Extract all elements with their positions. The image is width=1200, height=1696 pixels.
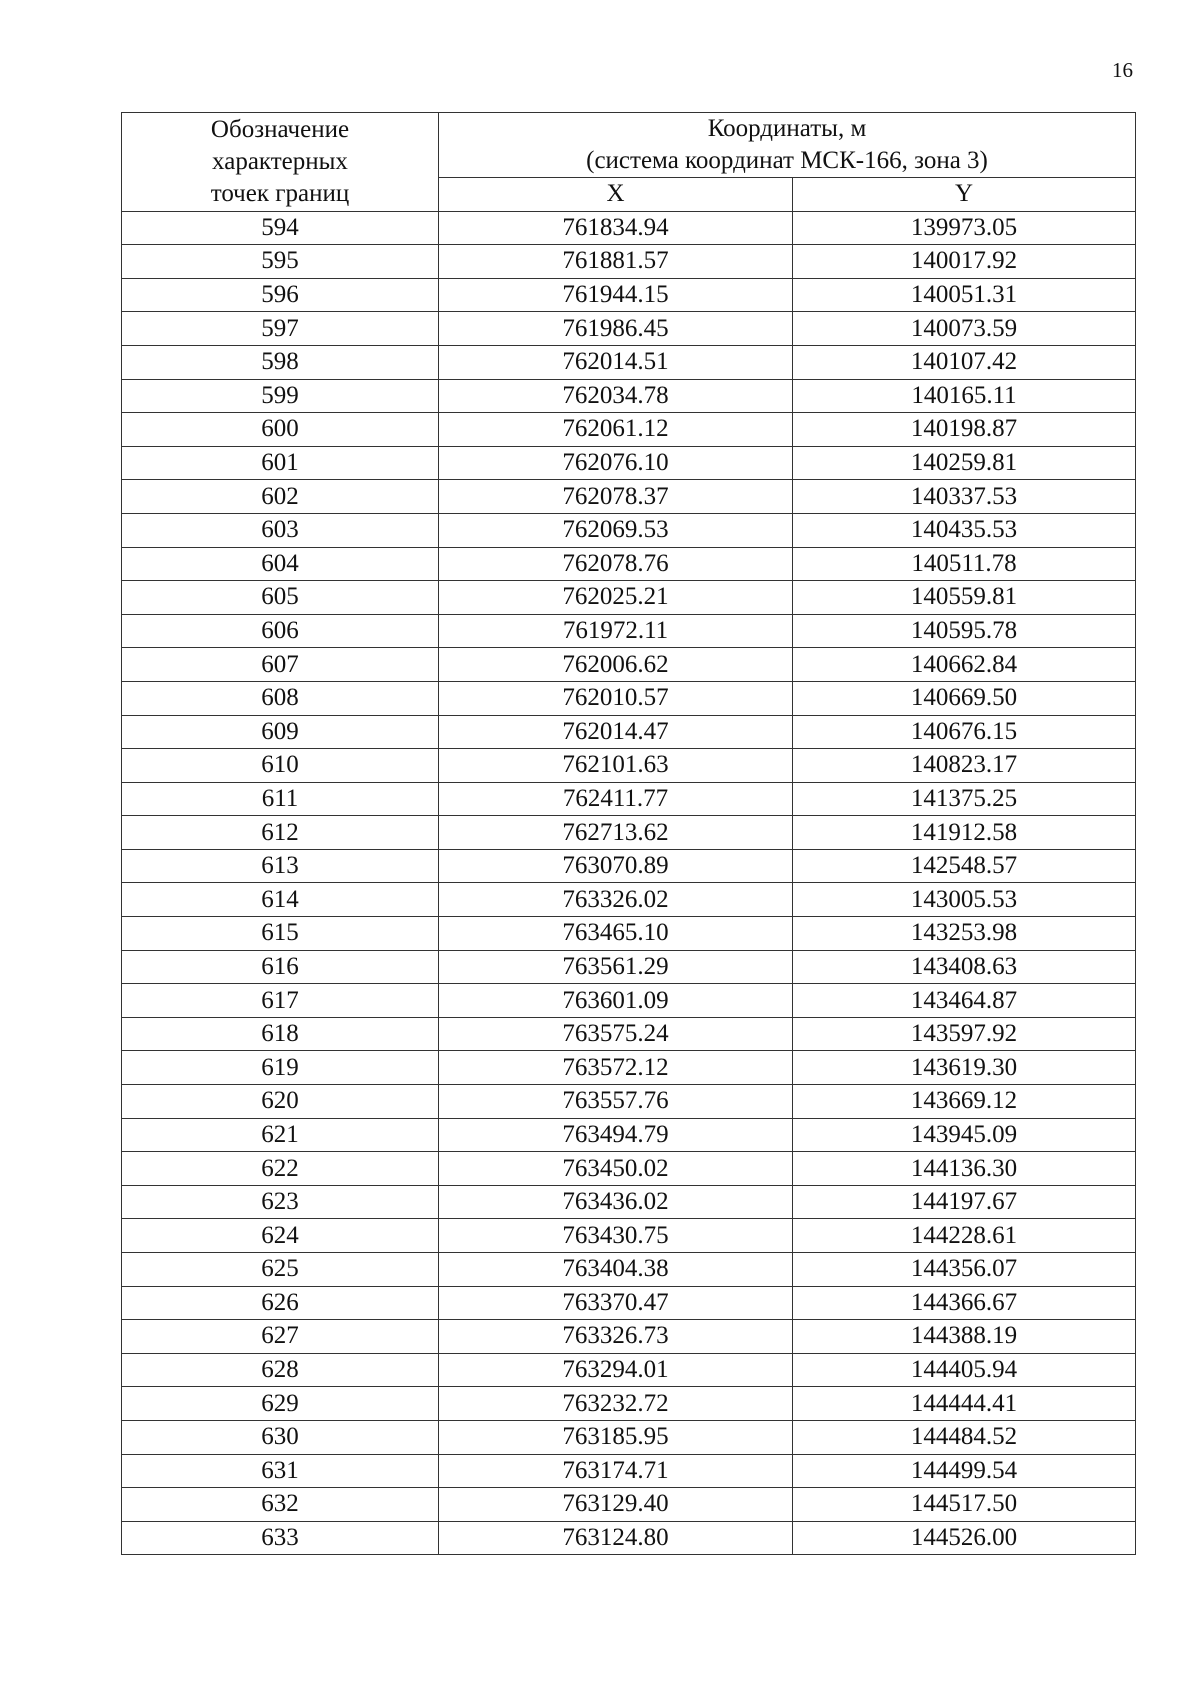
point-cell: 594 — [122, 211, 439, 245]
header-row-top — [122, 113, 1136, 178]
point-cell: 624 — [122, 1219, 439, 1253]
x-coordinate-cell: 762101.63 — [439, 749, 793, 783]
table-row — [122, 782, 1136, 816]
y-coordinate-cell: 144366.67 — [793, 1286, 1136, 1320]
y-coordinate-cell: 140073.59 — [793, 312, 1136, 346]
table-row — [122, 1118, 1136, 1152]
y-coordinate-cell: 140559.81 — [793, 581, 1136, 615]
coordinates-group-header — [439, 113, 1136, 178]
x-coordinate-cell: 762078.37 — [439, 480, 793, 514]
table-row — [122, 547, 1136, 581]
table-row — [122, 1320, 1136, 1354]
table-row — [122, 950, 1136, 984]
y-coordinate-cell: 140165.11 — [793, 379, 1136, 413]
point-cell: 614 — [122, 883, 439, 917]
x-coordinate-cell: 763370.47 — [439, 1286, 793, 1320]
y-coordinate-cell: 140676.15 — [793, 715, 1136, 749]
point-cell: 596 — [122, 278, 439, 312]
y-coordinate-cell: 144405.94 — [793, 1353, 1136, 1387]
x-coordinate-cell: 763572.12 — [439, 1051, 793, 1085]
point-cell: 599 — [122, 379, 439, 413]
table-header — [122, 113, 1136, 212]
x-coordinate-cell: 762034.78 — [439, 379, 793, 413]
page-number: 16 — [1112, 58, 1133, 82]
y-coordinate-cell: 143464.87 — [793, 984, 1136, 1018]
x-coordinate-cell: 762078.76 — [439, 547, 793, 581]
table-row — [122, 614, 1136, 648]
x-coordinate-cell: 761881.57 — [439, 245, 793, 279]
table-row — [122, 883, 1136, 917]
x-coordinate-cell: 763070.89 — [439, 849, 793, 883]
y-coordinate-cell: 141912.58 — [793, 816, 1136, 850]
table-row — [122, 1286, 1136, 1320]
x-coordinate-cell: 762014.51 — [439, 345, 793, 379]
point-cell: 604 — [122, 547, 439, 581]
table-row — [122, 312, 1136, 346]
y-coordinate-cell: 140051.31 — [793, 278, 1136, 312]
point-cell: 605 — [122, 581, 439, 615]
coordinates-table — [121, 112, 1136, 1555]
y-column-header: Y — [793, 178, 1136, 212]
point-cell: 609 — [122, 715, 439, 749]
y-coordinate-cell: 143408.63 — [793, 950, 1136, 984]
x-coordinate-cell: 763326.73 — [439, 1320, 793, 1354]
point-cell: 622 — [122, 1152, 439, 1186]
point-cell: 608 — [122, 681, 439, 715]
coordinates-header-line: Координаты, м — [707, 115, 867, 142]
table-row — [122, 278, 1136, 312]
x-coordinate-cell: 763450.02 — [439, 1152, 793, 1186]
x-coordinate-cell: 762076.10 — [439, 446, 793, 480]
y-coordinate-cell: 140107.42 — [793, 345, 1136, 379]
point-cell: 625 — [122, 1253, 439, 1287]
table-row — [122, 513, 1136, 547]
point-cell: 633 — [122, 1521, 439, 1555]
x-coordinate-cell: 763561.29 — [439, 950, 793, 984]
table-row — [122, 1521, 1136, 1555]
table-row — [122, 1085, 1136, 1119]
y-coordinate-cell: 140595.78 — [793, 614, 1136, 648]
x-coordinate-cell: 763174.71 — [439, 1454, 793, 1488]
table-row — [122, 1185, 1136, 1219]
y-coordinate-cell: 143005.53 — [793, 883, 1136, 917]
point-cell: 632 — [122, 1488, 439, 1522]
table-row — [122, 1488, 1136, 1522]
point-cell: 602 — [122, 480, 439, 514]
x-coordinate-cell: 762713.62 — [439, 816, 793, 850]
x-coordinate-cell: 763124.80 — [439, 1521, 793, 1555]
table-row — [122, 480, 1136, 514]
point-cell: 619 — [122, 1051, 439, 1085]
table-row — [122, 245, 1136, 279]
point-cell: 621 — [122, 1118, 439, 1152]
table-row — [122, 379, 1136, 413]
table-row — [122, 413, 1136, 447]
y-coordinate-cell: 144499.54 — [793, 1454, 1136, 1488]
x-coordinate-cell: 762006.62 — [439, 648, 793, 682]
x-coordinate-cell: 763436.02 — [439, 1185, 793, 1219]
point-header-line: характерных — [212, 147, 348, 175]
table-body — [122, 211, 1136, 1555]
y-coordinate-cell: 140511.78 — [793, 547, 1136, 581]
point-cell: 618 — [122, 1017, 439, 1051]
y-coordinate-cell: 144517.50 — [793, 1488, 1136, 1522]
point-cell: 598 — [122, 345, 439, 379]
y-coordinate-cell: 144136.30 — [793, 1152, 1136, 1186]
y-coordinate-cell: 140337.53 — [793, 480, 1136, 514]
point-cell: 616 — [122, 950, 439, 984]
table-row — [122, 1219, 1136, 1253]
x-coordinate-cell: 762069.53 — [439, 513, 793, 547]
x-coordinate-cell: 761944.15 — [439, 278, 793, 312]
y-coordinate-cell: 144444.41 — [793, 1387, 1136, 1421]
y-coordinate-cell: 140662.84 — [793, 648, 1136, 682]
table-row — [122, 1353, 1136, 1387]
x-coordinate-cell: 763557.76 — [439, 1085, 793, 1119]
x-coordinate-cell: 763494.79 — [439, 1118, 793, 1152]
y-coordinate-cell: 143253.98 — [793, 917, 1136, 951]
table-row — [122, 715, 1136, 749]
table-row — [122, 1253, 1136, 1287]
point-cell: 630 — [122, 1420, 439, 1454]
x-coordinate-cell: 761986.45 — [439, 312, 793, 346]
point-header-line: Обозначение — [210, 115, 350, 143]
x-column-header: X — [439, 178, 793, 212]
x-coordinate-cell: 762010.57 — [439, 681, 793, 715]
table-row — [122, 816, 1136, 850]
x-coordinate-cell: 763232.72 — [439, 1387, 793, 1421]
x-coordinate-cell: 762411.77 — [439, 782, 793, 816]
y-coordinate-cell: 143945.09 — [793, 1118, 1136, 1152]
y-coordinate-cell: 144388.19 — [793, 1320, 1136, 1354]
table-row — [122, 749, 1136, 783]
x-coordinate-cell: 761972.11 — [439, 614, 793, 648]
point-column-header — [122, 113, 439, 212]
x-coordinate-cell: 763465.10 — [439, 917, 793, 951]
point-cell: 606 — [122, 614, 439, 648]
x-coordinate-cell: 763326.02 — [439, 883, 793, 917]
y-coordinate-cell: 143597.92 — [793, 1017, 1136, 1051]
table-row — [122, 1454, 1136, 1488]
coordinates-header-line: (система координат МСК-166, зона 3) — [586, 147, 988, 174]
point-cell: 626 — [122, 1286, 439, 1320]
y-coordinate-cell: 142548.57 — [793, 849, 1136, 883]
x-coordinate-cell: 762061.12 — [439, 413, 793, 447]
point-cell: 628 — [122, 1353, 439, 1387]
x-coordinate-cell: 763575.24 — [439, 1017, 793, 1051]
x-coordinate-cell: 763601.09 — [439, 984, 793, 1018]
x-coordinate-cell: 763404.38 — [439, 1253, 793, 1287]
table-row — [122, 917, 1136, 951]
y-coordinate-cell: 143669.12 — [793, 1085, 1136, 1119]
x-coordinate-cell: 763430.75 — [439, 1219, 793, 1253]
point-cell: 607 — [122, 648, 439, 682]
table-row — [122, 1017, 1136, 1051]
table-row — [122, 849, 1136, 883]
point-cell: 617 — [122, 984, 439, 1018]
y-coordinate-cell: 144356.07 — [793, 1253, 1136, 1287]
y-coordinate-cell: 144526.00 — [793, 1521, 1136, 1555]
point-cell: 631 — [122, 1454, 439, 1488]
x-coordinate-cell: 763129.40 — [439, 1488, 793, 1522]
point-cell: 597 — [122, 312, 439, 346]
table-row — [122, 446, 1136, 480]
table-row — [122, 211, 1136, 245]
y-coordinate-cell: 143619.30 — [793, 1051, 1136, 1085]
table-row — [122, 1152, 1136, 1186]
point-cell: 612 — [122, 816, 439, 850]
point-header-line: точек границ — [210, 179, 350, 207]
x-coordinate-cell: 762025.21 — [439, 581, 793, 615]
point-cell: 603 — [122, 513, 439, 547]
y-coordinate-cell: 139973.05 — [793, 211, 1136, 245]
y-coordinate-cell: 140435.53 — [793, 513, 1136, 547]
table-row — [122, 1387, 1136, 1421]
table-row — [122, 681, 1136, 715]
table-row — [122, 1051, 1136, 1085]
table-row — [122, 581, 1136, 615]
y-coordinate-cell: 140669.50 — [793, 681, 1136, 715]
x-coordinate-cell: 762014.47 — [439, 715, 793, 749]
y-coordinate-cell: 144197.67 — [793, 1185, 1136, 1219]
y-coordinate-cell: 140823.17 — [793, 749, 1136, 783]
table-row — [122, 345, 1136, 379]
point-cell: 627 — [122, 1320, 439, 1354]
y-coordinate-cell: 141375.25 — [793, 782, 1136, 816]
point-cell: 613 — [122, 849, 439, 883]
point-cell: 595 — [122, 245, 439, 279]
y-coordinate-cell: 144228.61 — [793, 1219, 1136, 1253]
x-coordinate-cell: 763185.95 — [439, 1420, 793, 1454]
x-coordinate-cell: 761834.94 — [439, 211, 793, 245]
point-cell: 611 — [122, 782, 439, 816]
y-coordinate-cell: 140198.87 — [793, 413, 1136, 447]
table-row — [122, 984, 1136, 1018]
point-cell: 601 — [122, 446, 439, 480]
table-row — [122, 648, 1136, 682]
y-coordinate-cell: 140017.92 — [793, 245, 1136, 279]
point-cell: 610 — [122, 749, 439, 783]
point-cell: 623 — [122, 1185, 439, 1219]
table-row — [122, 1420, 1136, 1454]
point-cell: 629 — [122, 1387, 439, 1421]
point-cell: 620 — [122, 1085, 439, 1119]
x-coordinate-cell: 763294.01 — [439, 1353, 793, 1387]
y-coordinate-cell: 144484.52 — [793, 1420, 1136, 1454]
y-coordinate-cell: 140259.81 — [793, 446, 1136, 480]
point-cell: 600 — [122, 413, 439, 447]
point-cell: 615 — [122, 917, 439, 951]
